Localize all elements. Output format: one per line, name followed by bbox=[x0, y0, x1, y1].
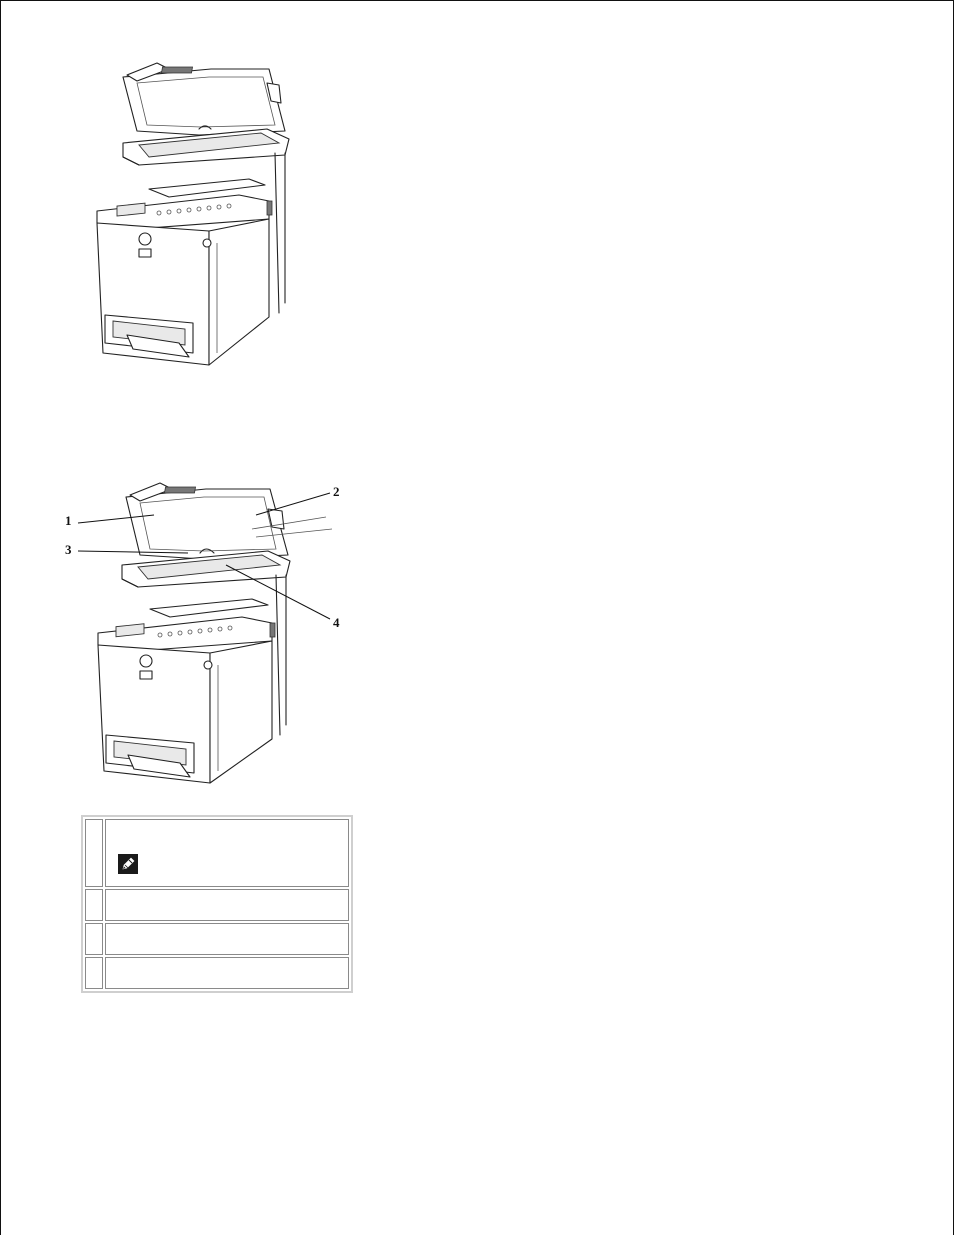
table-row bbox=[85, 819, 349, 887]
callout-desc-cell bbox=[105, 923, 349, 955]
printer-drawing-callouts bbox=[56, 473, 351, 798]
callout-2: 2 bbox=[333, 484, 340, 499]
callout-desc-cell bbox=[105, 819, 349, 887]
callout-3: 3 bbox=[65, 542, 72, 557]
callout-table bbox=[81, 815, 353, 993]
callout-desc-cell bbox=[105, 889, 349, 921]
callout-1: 1 bbox=[65, 513, 72, 528]
callout-num-cell bbox=[85, 923, 103, 955]
table-row bbox=[85, 923, 349, 955]
callout-desc-cell bbox=[105, 957, 349, 989]
callout-num-cell bbox=[85, 819, 103, 887]
printer-illustration-callouts bbox=[56, 473, 351, 798]
callout-num-cell bbox=[85, 957, 103, 989]
table-row bbox=[85, 957, 349, 989]
table-row bbox=[85, 889, 349, 921]
printer-drawing bbox=[89, 53, 299, 371]
pencil-note-icon bbox=[118, 854, 138, 874]
callout-4: 4 bbox=[333, 615, 340, 630]
printer-illustration-top bbox=[89, 53, 299, 371]
callout-num-cell bbox=[85, 889, 103, 921]
